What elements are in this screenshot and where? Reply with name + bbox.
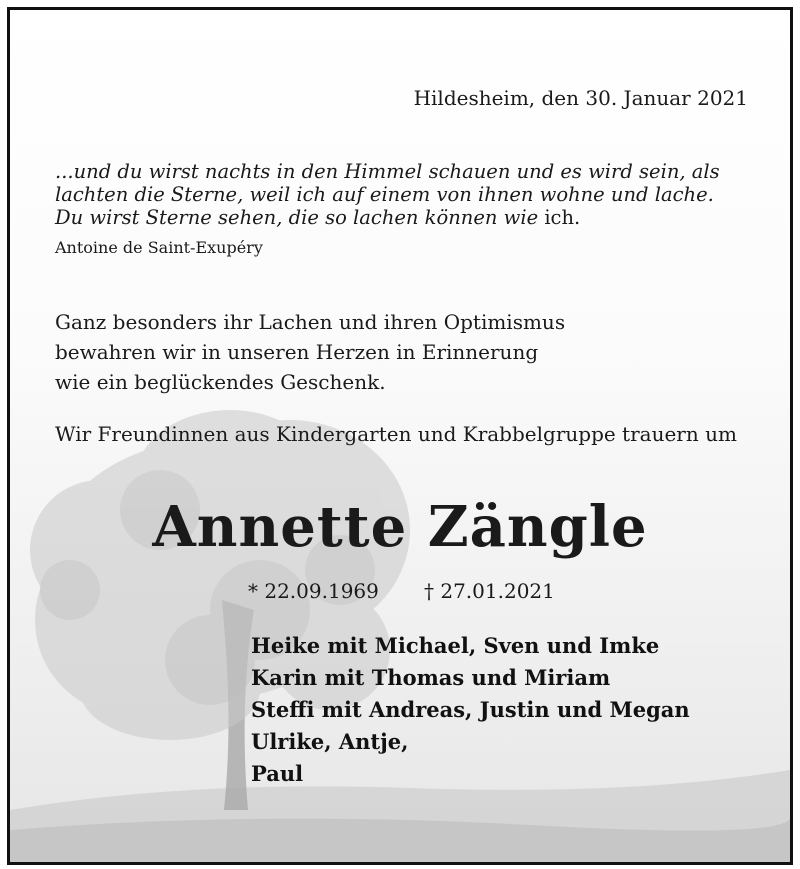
birth-date: * 22.09.1969: [248, 579, 379, 603]
mourners-statement: Wir Freundinnen aus Kindergarten und Krabbelgruppe trauern um: [55, 422, 737, 446]
place-and-date: Hildesheim, den 30. Januar 2021: [413, 86, 748, 110]
tribute-line: bewahren wir in unseren Herzen in Erinnerung: [55, 340, 539, 364]
signer-line: Heike mit Michael, Sven und Imke: [251, 633, 660, 658]
tribute-line: wie ein beglückendes Geschenk.: [55, 370, 386, 394]
quote-line: lachten die Sterne, weil ich auf einem von ihnen wohne und lache.: [55, 183, 714, 206]
quote-author: Antoine de Saint-Exupéry: [55, 238, 263, 257]
quote-text: Du wirst Sterne sehen, die so lachen können wie: [55, 206, 539, 229]
quote-line: ...und du wirst nachts in den Himmel schauen und es wird sein, als: [55, 160, 720, 183]
death-date: † 27.01.2021: [424, 579, 555, 603]
quote-text-upright: ich.: [538, 206, 581, 229]
deceased-name: Annette Zängle: [152, 494, 648, 560]
obituary-notice: [7, 7, 793, 865]
quote-block: [55, 160, 720, 229]
signer-line: Steffi mit Andreas, Justin und Megan: [251, 697, 690, 722]
signer-line: Paul: [251, 761, 304, 786]
quote-line: [55, 206, 720, 229]
tribute-paragraph: [55, 307, 565, 397]
signers-list: [251, 630, 690, 790]
signer-line: Karin mit Thomas und Miriam: [251, 665, 611, 690]
signer-line: Ulrike, Antje,: [251, 729, 409, 754]
tribute-line: Ganz besonders ihr Lachen und ihren Optimismus: [55, 310, 566, 334]
